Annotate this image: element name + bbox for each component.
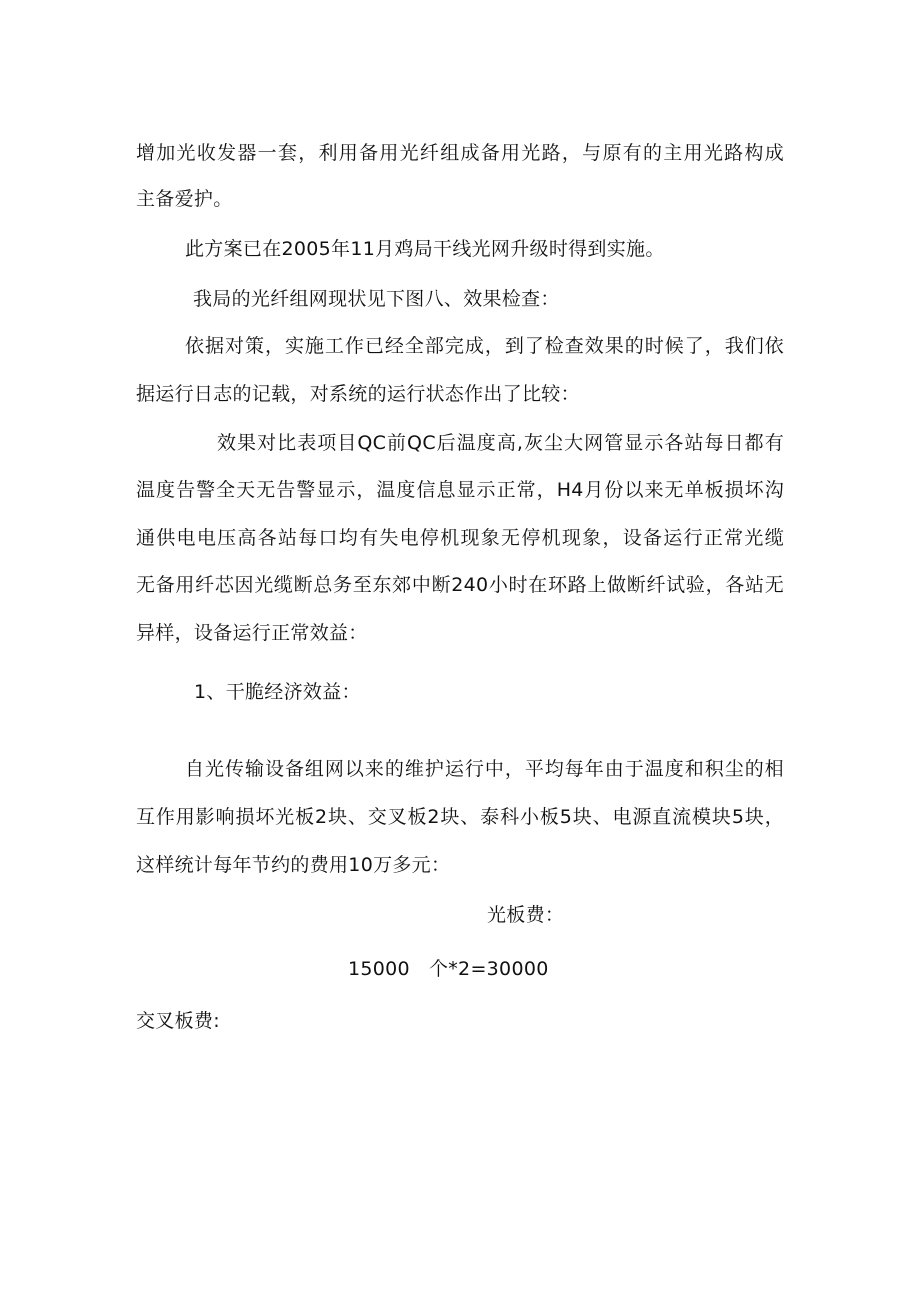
- paragraph-5-line-4: 无备用纤芯因光缆断总务至东郊中断240小时在环路上做断纤试验，各站无: [136, 574, 784, 596]
- paragraph-5-line-1: 效果对比表项目QC前QC后温度高,灰尘大网管显示各站每日都有: [217, 432, 784, 454]
- paragraph-1-line-2: 主备爱护。: [136, 188, 233, 210]
- paragraph-1-line-1: 增加光收发器一套，利用备用光纤组成备用光路，与原有的主用光路构成: [136, 142, 784, 164]
- paragraph-3-line-1: 我局的光纤组网现状见下图八、效果检查：: [193, 288, 560, 310]
- paragraph-5-line-5: 异样，设备运行正常效益：: [136, 622, 368, 644]
- paragraph-2-line-1: 此方案已在2005年11月鸡局干线光网升级时得到实施。: [185, 238, 665, 260]
- paragraph-7-line-3: 这样统计每年节约的费用10万多元：: [136, 854, 451, 876]
- paragraph-9-line-1: 15000 个*2=30000: [348, 958, 549, 980]
- paragraph-4-line-2: 据运行日志的记载，对系统的运行状态作出了比较：: [136, 383, 580, 405]
- paragraph-10-line-1: 交叉板费:: [136, 1010, 220, 1032]
- paragraph-5-line-2: 温度告警全天无告警显示，温度信息显示正常，H4月份以来无单板损坏沟: [136, 479, 784, 501]
- paragraph-7-line-2: 互作用影响损坏光板2块、交叉板2块、泰科小板5块、电源直流模块5块，: [136, 806, 784, 828]
- paragraph-7-line-1: 自光传输设备组网以来的维护运行中，平均每年由于温度和积尘的相: [185, 758, 784, 780]
- paragraph-4-line-1: 依据对策，实施工作已经全部完成，到了检查效果的时候了，我们依: [185, 335, 784, 357]
- paragraph-5-line-3: 通供电电压高各站每口均有失电停机现象无停机现象，设备运行正常光缆: [136, 527, 784, 549]
- paragraph-8-line-1: 光板费：: [487, 904, 565, 926]
- paragraph-6-line-1: 1、干脆经济效益：: [194, 681, 361, 703]
